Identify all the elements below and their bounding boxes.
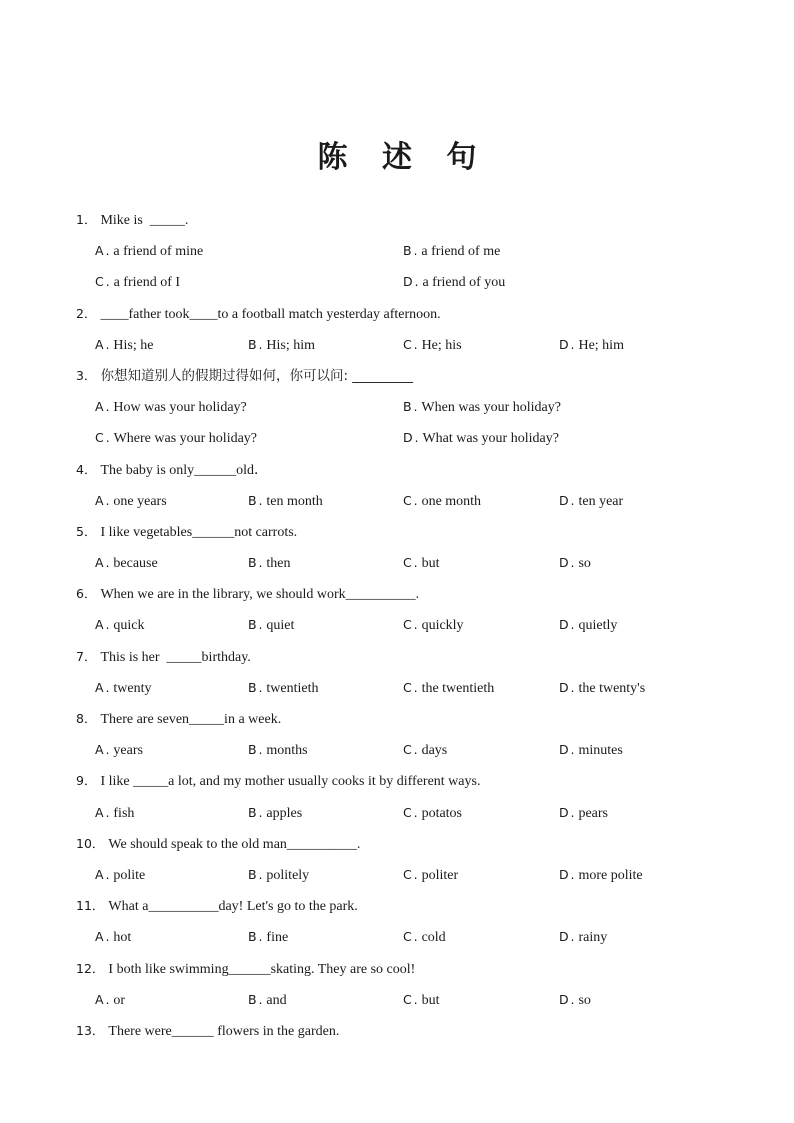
question-text: Mike is _____. <box>100 213 189 228</box>
question-11 <box>76 895 736 957</box>
option-c[interactable]: C . a friend of I <box>95 274 181 291</box>
question-8 <box>76 708 736 770</box>
question-2 <box>76 303 736 365</box>
question-stem <box>76 365 736 396</box>
option-b[interactable]: B . twentieth <box>248 679 319 696</box>
option-b[interactable]: B . months <box>248 742 308 759</box>
question-3 <box>76 365 736 459</box>
option-c[interactable]: C . days <box>403 742 448 759</box>
question-stem <box>76 708 736 739</box>
option-d[interactable]: D . more polite <box>559 866 643 883</box>
option-b[interactable]: B . apples <box>248 804 303 821</box>
option-c[interactable]: C . quickly <box>403 617 464 634</box>
option-row <box>76 926 736 957</box>
option-a[interactable]: A . quick <box>95 617 145 634</box>
question-5 <box>76 521 736 583</box>
option-b[interactable]: B . fine <box>248 929 289 946</box>
question-text: When we are in the library, we should work__________. <box>100 587 420 603</box>
question-text: The baby is only______old． <box>100 462 269 478</box>
option-row <box>76 271 736 302</box>
option-d[interactable]: D . He; him <box>559 336 624 353</box>
question-6 <box>76 583 736 645</box>
option-c[interactable]: C . He; his <box>403 336 462 353</box>
question-stem <box>76 833 736 864</box>
question-stem <box>76 1020 736 1051</box>
question-number: 7． <box>76 648 97 664</box>
option-c[interactable]: C . but <box>403 991 440 1008</box>
option-row <box>76 427 736 458</box>
question-1 <box>76 209 736 303</box>
option-d[interactable]: D . rainy <box>559 929 608 946</box>
option-d[interactable]: D . so <box>559 991 591 1008</box>
page-title: 陈 述 句 <box>317 140 489 175</box>
option-row <box>76 677 736 708</box>
question-stem <box>76 521 736 552</box>
option-c[interactable]: C . the twentieth <box>403 679 495 696</box>
question-text: I like _____a lot, and my mother usually cooks it by different ways. <box>100 774 481 790</box>
option-row <box>76 739 736 770</box>
option-a[interactable]: A . How was your holiday? <box>95 399 247 416</box>
question-stem <box>76 303 736 334</box>
question-12 <box>76 958 736 1020</box>
option-a[interactable]: A . a friend of mine <box>95 243 204 260</box>
option-a[interactable]: A . hot <box>95 929 132 946</box>
question-text: What a__________day! Let's go to the park. <box>108 899 358 915</box>
question-4 <box>76 459 736 521</box>
option-d[interactable]: D . minutes <box>559 742 623 759</box>
question-text: I both like swimming______skating. They are so cool! <box>108 961 416 977</box>
option-row <box>76 334 736 365</box>
option-d[interactable]: D . ten year <box>559 492 624 509</box>
option-c[interactable]: C . Where was your holiday? <box>95 430 258 447</box>
option-row <box>76 989 736 1020</box>
question-text: There were______ flowers in the garden. <box>108 1023 340 1039</box>
option-a[interactable]: A . fish <box>95 804 135 821</box>
option-a[interactable]: A . years <box>95 742 143 759</box>
option-c[interactable]: C . politer <box>403 866 459 883</box>
option-a[interactable]: A . or <box>95 991 126 1008</box>
option-a[interactable]: A . polite <box>95 866 146 883</box>
question-number: 4． <box>76 461 97 477</box>
option-d[interactable]: D . a friend of you <box>403 274 506 291</box>
option-a[interactable]: A . because <box>95 555 158 572</box>
option-row <box>76 864 736 895</box>
option-a[interactable]: A . twenty <box>95 679 152 696</box>
question-number: 5． <box>76 523 97 539</box>
option-b[interactable]: B . ten month <box>248 492 323 509</box>
question-stem <box>76 895 736 926</box>
option-b[interactable]: B . quiet <box>248 617 295 634</box>
question-number: 2． <box>76 305 97 321</box>
question-list <box>76 209 736 1051</box>
option-c[interactable]: C . cold <box>403 929 446 946</box>
question-7 <box>76 646 736 708</box>
question-text: This is her _____birthday. <box>100 649 251 665</box>
question-number: 1． <box>76 212 97 227</box>
question-stem <box>76 209 736 240</box>
question-number: 10． <box>76 835 105 851</box>
option-b[interactable]: B . When was your holiday? <box>403 399 561 416</box>
option-a[interactable]: A . His; he <box>95 336 154 353</box>
option-row <box>76 802 736 833</box>
option-d[interactable]: D . the twenty's <box>559 679 646 696</box>
option-row <box>76 490 736 521</box>
option-b[interactable]: B . then <box>248 555 291 572</box>
option-row <box>76 614 736 645</box>
option-d[interactable]: D . so <box>559 555 591 572</box>
option-b[interactable]: B . a friend of me <box>403 243 501 260</box>
option-row <box>76 552 736 583</box>
question-number: 12． <box>76 960 105 976</box>
option-c[interactable]: C . one month <box>403 492 482 509</box>
question-text: We should speak to the old man__________. <box>108 836 361 852</box>
question-number: 6． <box>76 586 97 602</box>
question-number: 13． <box>76 1022 105 1038</box>
question-stem <box>76 770 736 801</box>
question-stem <box>76 459 736 490</box>
option-c[interactable]: C . potatos <box>403 804 463 821</box>
question-9 <box>76 770 736 832</box>
question-13 <box>76 1020 736 1051</box>
option-b[interactable]: B . and <box>248 991 287 1008</box>
option-row <box>76 396 736 427</box>
question-number: 9． <box>76 773 97 789</box>
question-text: I like vegetables______not carrots. <box>100 524 298 540</box>
option-row <box>76 240 736 271</box>
question-text: There are seven_____in a week. <box>100 712 282 727</box>
question-number: 11． <box>76 898 105 914</box>
question-text: 你想知道别人的假期过得如何，你可以问: _________ <box>100 367 414 384</box>
question-stem <box>76 958 736 989</box>
question-stem <box>76 646 736 677</box>
question-stem <box>76 583 736 614</box>
option-c[interactable]: C . but <box>403 555 440 572</box>
question-number: 8． <box>76 711 97 726</box>
question-10 <box>76 833 736 895</box>
option-d[interactable]: D . quietly <box>559 617 618 634</box>
option-a[interactable]: A . one years <box>95 492 167 509</box>
option-d[interactable]: D . pears <box>559 804 609 821</box>
question-number: 3． <box>76 367 97 383</box>
question-text: ____father took____to a football match yesterday afternoon. <box>100 306 441 322</box>
option-b[interactable]: B . His; him <box>248 336 316 353</box>
option-b[interactable]: B . politely <box>248 866 310 883</box>
option-d[interactable]: D . What was your holiday? <box>403 430 559 447</box>
